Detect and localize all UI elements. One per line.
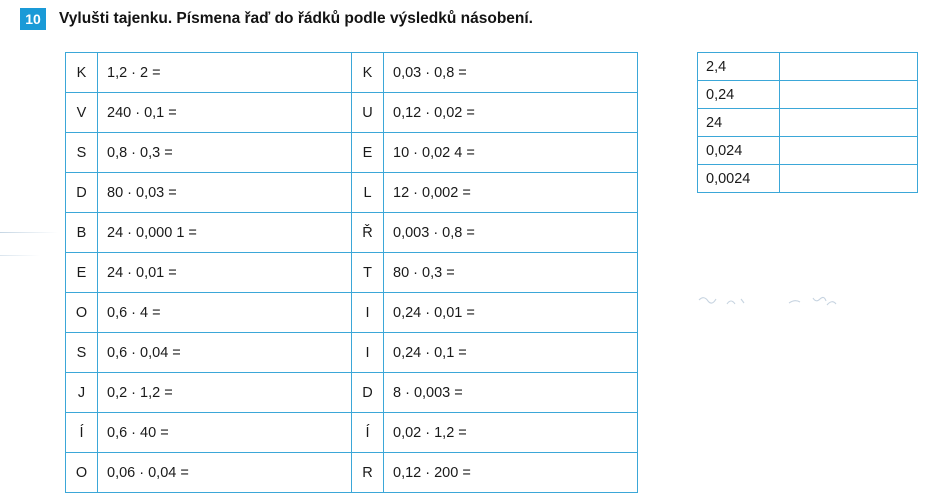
row-letter-left: S [66,333,98,373]
table-row [66,453,638,493]
key-value: 0,024 [698,137,780,165]
table-row [66,53,638,93]
row-letter-left: Í [66,413,98,453]
answer-key-table [697,52,918,193]
table-row [698,81,918,109]
table-row [698,53,918,81]
key-answer-blank[interactable] [780,53,918,81]
table-row [66,213,638,253]
row-letter-right: K [352,53,384,93]
row-expression-left[interactable]: 0,8 · 0,3 = [98,133,352,173]
row-letter-left: B [66,213,98,253]
key-answer-blank[interactable] [780,137,918,165]
row-letter-left: O [66,293,98,333]
row-expression-right[interactable]: 0,24 · 0,1 = [384,333,638,373]
row-expression-left[interactable]: 0,6 · 0,04 = [98,333,352,373]
table-row [66,93,638,133]
table-row [698,109,918,137]
key-answer-blank[interactable] [780,165,918,193]
row-expression-right[interactable]: 0,02 · 1,2 = [384,413,638,453]
row-expression-right[interactable]: 0,12 · 200 = [384,453,638,493]
key-answer-blank[interactable] [780,109,918,137]
row-letter-left: O [66,453,98,493]
exercise-number-badge: 10 [20,8,46,30]
table-row [66,253,638,293]
row-letter-left: K [66,53,98,93]
row-expression-left[interactable]: 24 · 0,000 1 = [98,213,352,253]
key-value: 24 [698,109,780,137]
row-expression-left[interactable]: 0,06 · 0,04 = [98,453,352,493]
row-letter-right: T [352,253,384,293]
exercise-table [65,52,638,493]
row-letter-left: E [66,253,98,293]
row-expression-right[interactable]: 0,03 · 0,8 = [384,53,638,93]
scan-artifact-line-secondary [0,255,40,256]
row-letter-left: V [66,93,98,133]
row-letter-right: R [352,453,384,493]
exercise-instruction: Vylušti tajenku. Písmena řaď do řádků podle výsledků násobení. [59,10,533,27]
row-letter-right: U [352,93,384,133]
row-letter-right: Ř [352,213,384,253]
table-row [698,165,918,193]
key-value: 0,0024 [698,165,780,193]
row-expression-left[interactable]: 0,2 · 1,2 = [98,373,352,413]
table-row [66,173,638,213]
scan-artifact-line [0,232,58,233]
row-expression-left[interactable]: 0,6 · 4 = [98,293,352,333]
key-value: 0,24 [698,81,780,109]
row-expression-right[interactable]: 12 · 0,002 = [384,173,638,213]
row-expression-left[interactable]: 80 · 0,03 = [98,173,352,213]
key-answer-blank[interactable] [780,81,918,109]
row-expression-right[interactable]: 80 · 0,3 = [384,253,638,293]
table-row [66,133,638,173]
row-letter-right: E [352,133,384,173]
row-expression-left[interactable]: 24 · 0,01 = [98,253,352,293]
row-letter-right: D [352,373,384,413]
row-letter-right: I [352,333,384,373]
row-expression-right[interactable]: 0,003 · 0,8 = [384,213,638,253]
row-letter-right: L [352,173,384,213]
table-row [66,333,638,373]
scan-artifact-scribble [697,292,857,314]
table-row [66,293,638,333]
row-letter-left: S [66,133,98,173]
row-expression-right[interactable]: 8 · 0,003 = [384,373,638,413]
table-row [66,373,638,413]
row-letter-right: Í [352,413,384,453]
row-letter-left: J [66,373,98,413]
row-expression-left[interactable]: 1,2 · 2 = [98,53,352,93]
table-row [66,413,638,453]
key-value: 2,4 [698,53,780,81]
row-expression-left[interactable]: 0,6 · 40 = [98,413,352,453]
row-expression-left[interactable]: 240 · 0,1 = [98,93,352,133]
row-letter-right: I [352,293,384,333]
row-letter-left: D [66,173,98,213]
row-expression-right[interactable]: 0,12 · 0,02 = [384,93,638,133]
table-row [698,137,918,165]
row-expression-right[interactable]: 0,24 · 0,01 = [384,293,638,333]
row-expression-right[interactable]: 10 · 0,02 4 = [384,133,638,173]
